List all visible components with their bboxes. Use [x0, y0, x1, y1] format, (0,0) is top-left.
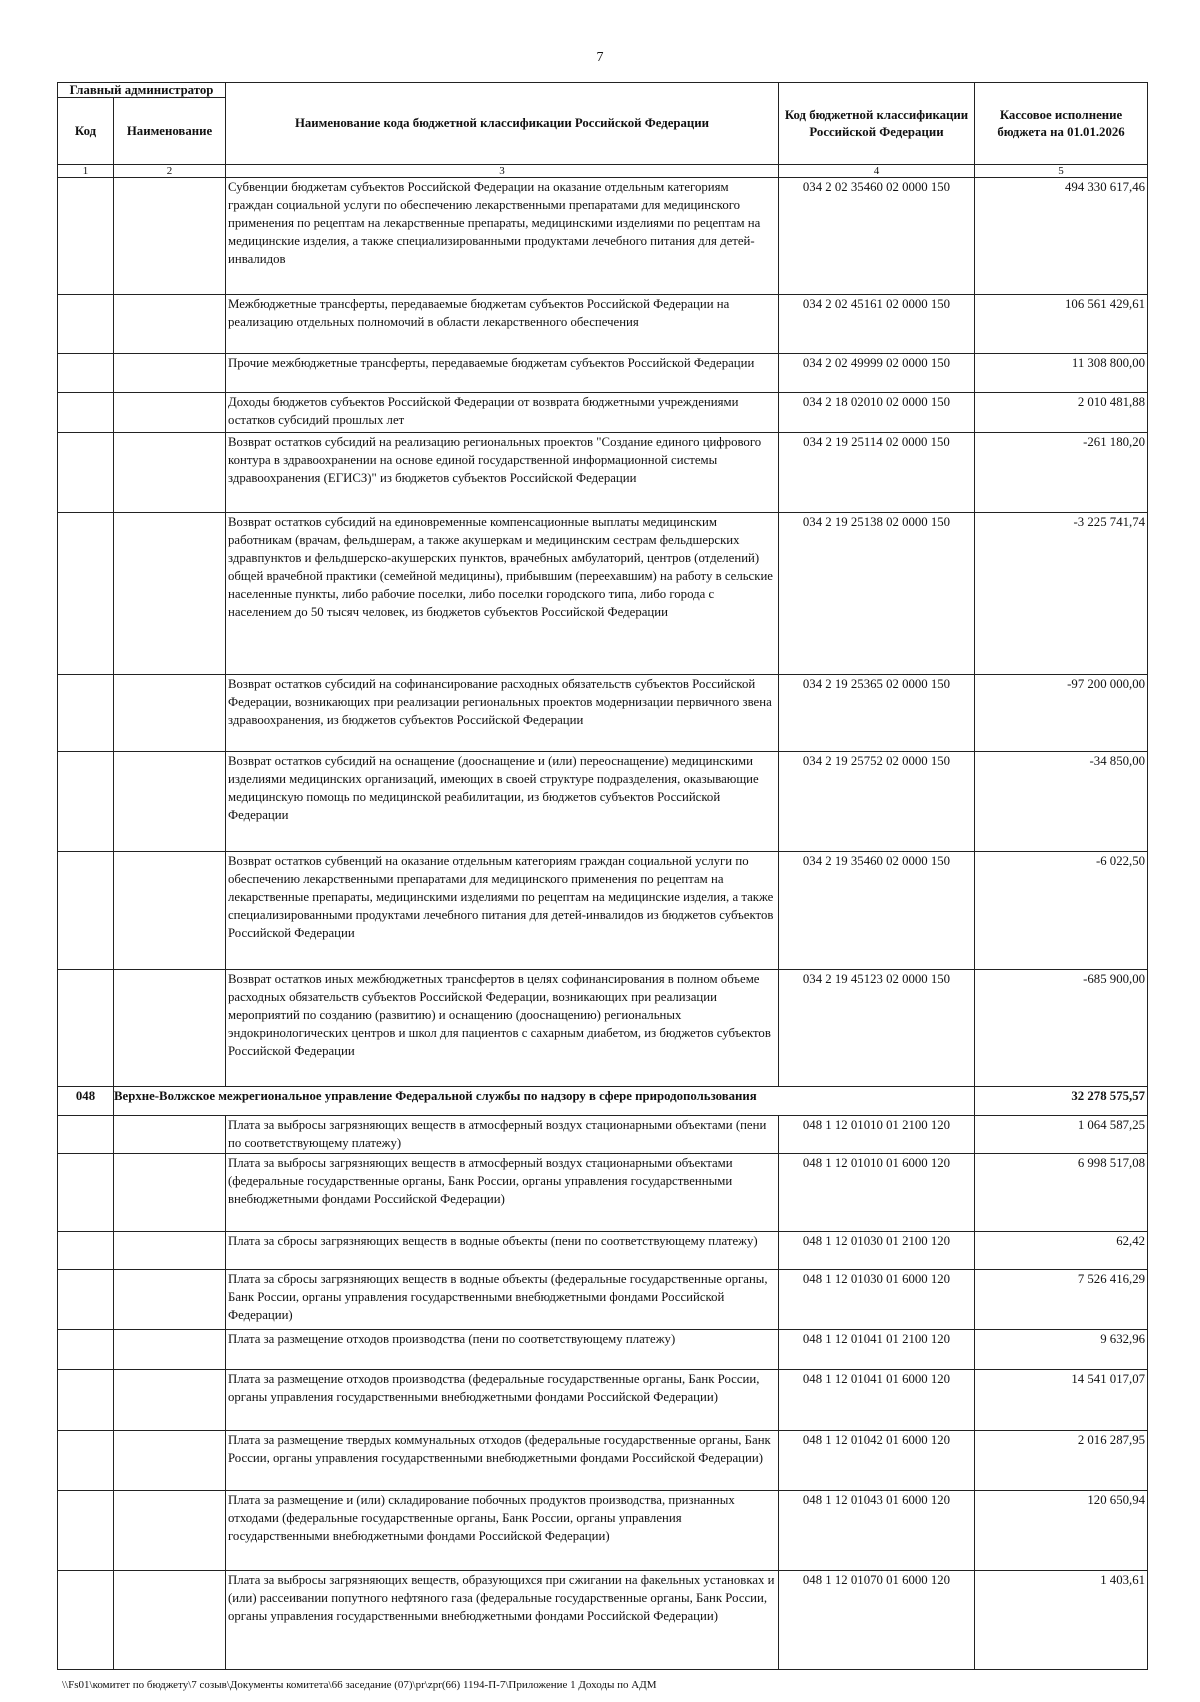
row-description: Плата за размещение отходов производства (федеральные государственные органы, Банк России, органы управления государственными внебюджетными фондами Российской Федерации) — [226, 1370, 779, 1431]
row-description: Возврат остатков субвенций на оказание отдельным категориям граждан социальной услуги по обеспечению лекарственными препаратами для медицинского применения по рецептам на лекарственные препараты, медицинскими изделиями по рецептам на медицинские изделия, а также специализированными продуктами лечебного питания для детей-инвалидов из бюджетов субъектов Российской Федерации — [226, 852, 779, 970]
row-description: Плата за размещение отходов производства (пени по соответствующему платежу) — [226, 1330, 779, 1370]
table-row — [58, 1571, 1148, 1670]
row-amount: 6 998 517,08 — [975, 1154, 1148, 1232]
table-row — [58, 178, 1148, 295]
row-description: Возврат остатков субсидий на реализацию региональных проектов "Создание единого цифрового контура в здравоохранении на основе единой государственной информационной системы здравоохранения (ЕГИСЗ)" из бюджетов субъектов Российской Федерации — [226, 433, 779, 513]
table-row — [58, 1270, 1148, 1330]
row-kbk: 034 2 02 35460 02 0000 150 — [779, 178, 975, 295]
row-amount: -6 022,50 — [975, 852, 1148, 970]
table-row — [58, 1491, 1148, 1571]
row-kbk: 048 1 12 01041 01 6000 120 — [779, 1370, 975, 1431]
admin-name-cell — [114, 1431, 226, 1491]
row-amount: 14 541 017,07 — [975, 1370, 1148, 1431]
revenue-table — [57, 82, 1148, 1670]
admin-name-cell — [114, 1571, 226, 1670]
column-number: 2 — [114, 165, 226, 178]
column-number-row — [58, 165, 1148, 178]
table-row — [58, 1431, 1148, 1491]
admin-name-cell — [114, 513, 226, 675]
admin-code-cell — [58, 1154, 114, 1232]
row-kbk: 048 1 12 01070 01 6000 120 — [779, 1571, 975, 1670]
row-amount: 9 632,96 — [975, 1330, 1148, 1370]
header-code: Код — [58, 98, 114, 165]
row-amount: -97 200 000,00 — [975, 675, 1148, 752]
table-row — [58, 675, 1148, 752]
admin-code-cell — [58, 1571, 114, 1670]
row-description: Доходы бюджетов субъектов Российской Федерации от возврата бюджетными учреждениями остатков субсидий прошлых лет — [226, 393, 779, 433]
admin-code-cell — [58, 852, 114, 970]
row-description: Межбюджетные трансферты, передаваемые бюджетам субъектов Российской Федерации на реализацию отдельных полномочий в области лекарственного обеспечения — [226, 295, 779, 354]
row-amount: -3 225 741,74 — [975, 513, 1148, 675]
row-kbk: 034 2 19 45123 02 0000 150 — [779, 970, 975, 1087]
row-amount: -34 850,00 — [975, 752, 1148, 852]
row-kbk: 034 2 18 02010 02 0000 150 — [779, 393, 975, 433]
row-description: Возврат остатков субсидий на единовременные компенсационные выплаты медицинским работникам (врачам, фельдшерам, а также акушеркам и медицинским сестрам фельдшерских здравпунктов и фельдшерско-акушерских пунктов, врачебных амбулаторий, центров (отделений) общей врачебной практики (семейной медицины), прибывшим (переехавшим) на работу в сельские населенные пункты, либо рабочие поселки, либо поселки городского типа, либо города с населением до 50 тысяч человек, из бюджетов субъектов Российской Федерации — [226, 513, 779, 675]
admin-code-cell — [58, 178, 114, 295]
row-amount: -261 180,20 — [975, 433, 1148, 513]
row-kbk: 034 2 02 45161 02 0000 150 — [779, 295, 975, 354]
admin-name-cell — [114, 354, 226, 393]
row-kbk: 034 2 19 25752 02 0000 150 — [779, 752, 975, 852]
admin-name-cell — [114, 1154, 226, 1232]
row-description: Плата за размещение и (или) складирование побочных продуктов производства, признанных отходами (федеральные государственные органы, Банк России, органы управления государственными внебюджетными фондами Российской Федерации) — [226, 1491, 779, 1571]
table-row — [58, 1330, 1148, 1370]
row-kbk: 048 1 12 01030 01 6000 120 — [779, 1270, 975, 1330]
row-description: Субвенции бюджетам субъектов Российской Федерации на оказание отдельным категориям граждан социальной услуги по обеспечению лекарственными препаратами для медицинского применения по рецептам на лекарственные препараты, медицинскими изделиями по рецептам на медицинские изделия, а также специализированными продуктами лечебного питания для детей-инвалидов — [226, 178, 779, 295]
admin-code-cell — [58, 513, 114, 675]
row-amount: 62,42 — [975, 1232, 1148, 1270]
header-kbk-name: Наименование кода бюджетной классификации Российской Федерации — [226, 83, 779, 165]
row-kbk: 034 2 19 25138 02 0000 150 — [779, 513, 975, 675]
row-kbk: 034 2 19 25365 02 0000 150 — [779, 675, 975, 752]
file-path-footer: \\Fs01\комитет по бюджету\7 созыв\Документы комитета\66 заседание (07)\pr\zpr(66) 1194-П-7\Приложение 1 Доходы по АДМ — [62, 1679, 657, 1691]
row-amount: 11 308 800,00 — [975, 354, 1148, 393]
table-row — [58, 433, 1148, 513]
row-kbk: 048 1 12 01030 01 2100 120 — [779, 1232, 975, 1270]
table-row — [58, 1370, 1148, 1431]
row-amount: 1 064 587,25 — [975, 1116, 1148, 1154]
row-description: Возврат остатков субсидий на оснащение (дооснащение и (или) переоснащение) медицинскими изделиями медицинских организаций, имеющих в своей структуре подразделения, оказывающие медицинскую помощь по медицинской реабилитации, из бюджетов субъектов Российской Федерации — [226, 752, 779, 852]
admin-name-cell — [114, 1116, 226, 1154]
table-row — [58, 970, 1148, 1087]
table-row — [58, 1232, 1148, 1270]
table-row — [58, 354, 1148, 393]
row-description: Плата за сбросы загрязняющих веществ в водные объекты (федеральные государственные органы, Банк России, органы управления государственными внебюджетными фондами Российской Федерации) — [226, 1270, 779, 1330]
header-row-1 — [58, 83, 1148, 98]
admin-code-cell — [58, 1431, 114, 1491]
row-description: Плата за выбросы загрязняющих веществ, образующихся при сжигании на факельных установках и (или) рассеивании попутного нефтяного газа (федеральные государственные органы, Банк России, органы управления государственными внебюджетными фондами Российской Федерации) — [226, 1571, 779, 1670]
admin-name-cell — [114, 852, 226, 970]
row-amount: 494 330 617,46 — [975, 178, 1148, 295]
table-row — [58, 852, 1148, 970]
admin-name-cell — [114, 1232, 226, 1270]
admin-code-cell — [58, 295, 114, 354]
admin-name-cell — [114, 970, 226, 1087]
admin-code-cell — [58, 1370, 114, 1431]
admin-name-cell — [114, 1330, 226, 1370]
header-kbk-code: Код бюджетной классификации Российской Федерации — [779, 83, 975, 165]
row-description: Плата за размещение твердых коммунальных отходов (федеральные государственные органы, Банк России, органы управления государственными внебюджетными фондами Российской Федерации) — [226, 1431, 779, 1491]
row-description: Прочие межбюджетные трансферты, передаваемые бюджетам субъектов Российской Федерации — [226, 354, 779, 393]
header-name: Наименование — [114, 98, 226, 165]
row-amount: 106 561 429,61 — [975, 295, 1148, 354]
row-description: Возврат остатков субсидий на софинансирование расходных обязательств субъектов Российской Федерации, возникающих при реализации региональных проектов модернизации первичного звена здравоохранения, из бюджетов субъектов Российской Федерации — [226, 675, 779, 752]
row-kbk: 048 1 12 01043 01 6000 120 — [779, 1491, 975, 1571]
table-row — [58, 295, 1148, 354]
row-kbk: 048 1 12 01010 01 6000 120 — [779, 1154, 975, 1232]
header-amount: Кассовое исполнение бюджета на 01.01.2026 — [975, 83, 1148, 165]
row-description: Плата за сбросы загрязняющих веществ в водные объекты (пени по соответствующему платежу) — [226, 1232, 779, 1270]
column-number: 5 — [975, 165, 1148, 178]
admin-code-cell — [58, 1270, 114, 1330]
admin-code-cell — [58, 1491, 114, 1571]
column-number: 4 — [779, 165, 975, 178]
page-number: 7 — [596, 50, 604, 65]
admin-amount: 32 278 575,57 — [975, 1087, 1148, 1116]
admin-code-cell — [58, 970, 114, 1087]
row-amount: 120 650,94 — [975, 1491, 1148, 1571]
table-row — [58, 1116, 1148, 1154]
admin-name-cell — [114, 433, 226, 513]
admin-code-cell — [58, 354, 114, 393]
table-row — [58, 752, 1148, 852]
admin-name-cell — [114, 1270, 226, 1330]
admin-code-cell — [58, 1116, 114, 1154]
admin-name-cell — [114, 393, 226, 433]
admin-name-cell — [114, 675, 226, 752]
admin-name-cell — [114, 295, 226, 354]
row-description: Плата за выбросы загрязняющих веществ в атмосферный воздух стационарными объектами (федеральные государственные органы, Банк России, органы управления государственными внебюджетными фондами Российской Федерации) — [226, 1154, 779, 1232]
row-amount: 1 403,61 — [975, 1571, 1148, 1670]
admin-code-cell — [58, 1330, 114, 1370]
row-kbk: 048 1 12 01041 01 2100 120 — [779, 1330, 975, 1370]
row-amount: 2 010 481,88 — [975, 393, 1148, 433]
admin-code-cell — [58, 393, 114, 433]
row-kbk: 034 2 19 35460 02 0000 150 — [779, 852, 975, 970]
admin-code-cell — [58, 752, 114, 852]
table-row — [58, 393, 1148, 433]
admin-code-cell — [58, 1232, 114, 1270]
admin-code-cell — [58, 433, 114, 513]
admin-name-cell — [114, 1370, 226, 1431]
column-number: 3 — [226, 165, 779, 178]
admin-name-cell — [114, 752, 226, 852]
row-amount: -685 900,00 — [975, 970, 1148, 1087]
admin-code-cell — [58, 675, 114, 752]
row-description: Возврат остатков иных межбюджетных трансфертов в целях софинансирования в полном объеме расходных обязательств субъектов Российской Федерации, возникающих при реализации мероприятий по созданию (развитию) и оснащению (дооснащению) региональных эндокринологических центров и школ для пациентов с сахарным диабетом, из бюджетов субъектов Российской Федерации — [226, 970, 779, 1087]
header-main-admin: Главный администратор — [58, 83, 226, 98]
admin-name-cell — [114, 1491, 226, 1571]
row-kbk: 034 2 02 49999 02 0000 150 — [779, 354, 975, 393]
admin-name: Верхне-Волжское межрегиональное управление Федеральной службы по надзору в сфере природопользования — [114, 1087, 975, 1116]
row-amount: 7 526 416,29 — [975, 1270, 1148, 1330]
admin-code: 048 — [58, 1087, 114, 1116]
table-row — [58, 513, 1148, 675]
table-row — [58, 1154, 1148, 1232]
administrator-row — [58, 1087, 1148, 1116]
admin-name-cell — [114, 178, 226, 295]
row-kbk: 048 1 12 01042 01 6000 120 — [779, 1431, 975, 1491]
row-kbk: 034 2 19 25114 02 0000 150 — [779, 433, 975, 513]
row-amount: 2 016 287,95 — [975, 1431, 1148, 1491]
row-description: Плата за выбросы загрязняющих веществ в атмосферный воздух стационарными объектами (пени по соответствующему платежу) — [226, 1116, 779, 1154]
row-kbk: 048 1 12 01010 01 2100 120 — [779, 1116, 975, 1154]
column-number: 1 — [58, 165, 114, 178]
